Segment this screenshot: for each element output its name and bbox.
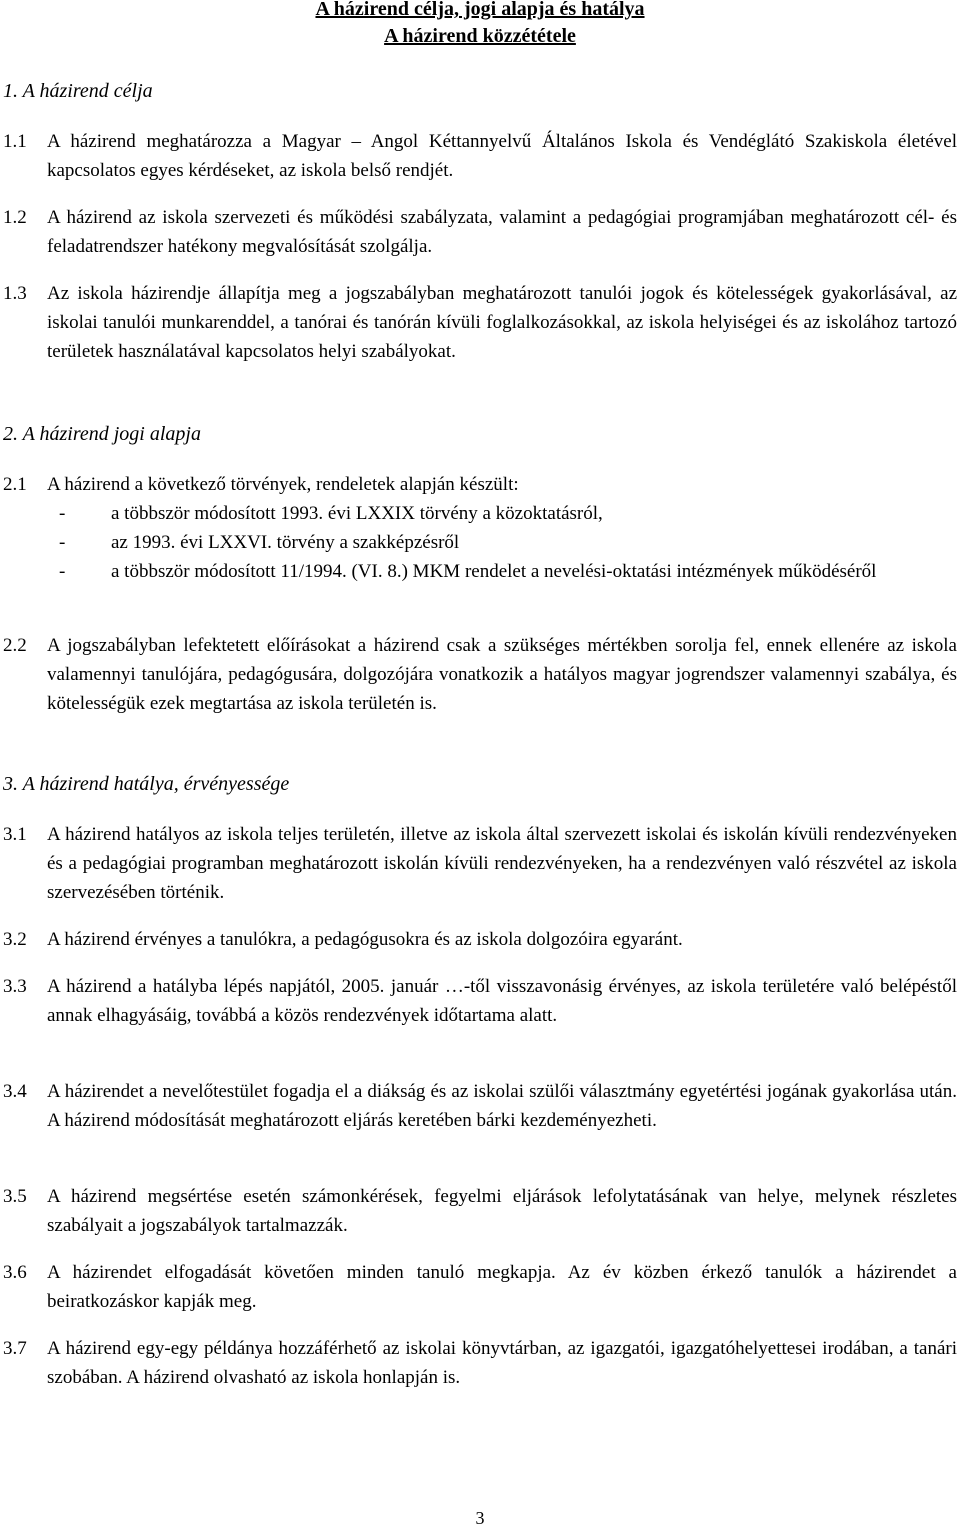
list-dash: - xyxy=(59,503,66,524)
paragraph-text: A házirend egy-egy példánya hozzáférhető az iskolai könyvtárban, az igazgatói, igazgatóhelyettesei irodában, a tanári szobában. A házirend olvasható az iskola honlapján is. xyxy=(47,1338,957,1388)
list-item-text: a többször módosított 1993. évi LXXIX törvény a közoktatásról, xyxy=(111,503,603,524)
document-title: A házirend célja, jogi alapja és hatálya xyxy=(315,0,645,20)
paragraph-1-2 xyxy=(3,203,957,261)
list-item-text: az 1993. évi LXXVI. törvény a szakképzésről xyxy=(111,532,460,553)
paragraph-number: 1.3 xyxy=(3,283,27,304)
paragraph-number: 3.1 xyxy=(3,824,27,845)
section-heading-1: 1. A házirend célja xyxy=(3,80,153,102)
paragraph-2-2 xyxy=(3,631,957,718)
document-subtitle: A házirend közzététele xyxy=(384,25,576,47)
paragraph-number: 2.2 xyxy=(3,635,27,656)
paragraph-text: A jogszabályban lefektetett előírásokat a házirend csak a szükséges mértékben sorolja fel, ennek ellenére az iskola valamennyi tanulójára, pedagógusára, dolgozójára vonatkozik a hatályos magyar jogrendszer valamennyi szabálya, és kötelességük ezek megtartása az iskola területén is. xyxy=(47,635,957,714)
paragraph-text: A házirend hatályos az iskola teljes területén, illetve az iskola által szervezett iskolai és iskolán kívüli rendezvényeken és a pedagógiai programban meghatározott iskolán kívüli rendezvényeken, ha a rendezvényen való részvétel az iskola szervezésében történik. xyxy=(47,824,957,903)
paragraph-text: A házirend a következő törvények, rendeletek alapján készült: xyxy=(47,474,519,495)
paragraph-number: 3.7 xyxy=(3,1338,27,1359)
paragraph-3-4 xyxy=(3,1077,957,1135)
section-heading-3: 3. A házirend hatálya, érvényessége xyxy=(3,773,290,795)
list-item xyxy=(46,557,958,586)
section-heading-2: 2. A házirend jogi alapja xyxy=(3,423,201,445)
paragraph-3-2 xyxy=(3,925,957,954)
paragraph-number: 1.2 xyxy=(3,207,27,228)
paragraph-text: A házirend megsértése esetén számonkérések, fegyelmi eljárások lefolytatásának van helye, melynek részletes szabályait a jogszabályok tartalmazzák. xyxy=(47,1186,957,1236)
list-dash: - xyxy=(59,532,66,553)
list-item xyxy=(46,528,958,557)
law-list xyxy=(46,499,958,586)
paragraph-number: 3.5 xyxy=(3,1186,27,1207)
paragraph-number: 2.1 xyxy=(3,474,27,495)
paragraph-text: Az iskola házirendje állapítja meg a jogszabályban meghatározott tanulói jogok és kötelességek gyakorlásával, az iskolai tanulói munkarenddel, a tanórai és tanórán kívüli foglalkozásokkal, az iskola helyiségei és az iskolához tartozó területek használatával kapcsolatos helyi szabályokat. xyxy=(47,283,957,362)
paragraph-1-3 xyxy=(3,279,957,366)
paragraph-text: A házirendet a nevelőtestület fogadja el a diákság és az iskolai szülői választmány egyetértési jogának gyakorlása után. A házirend módosítását meghatározott eljárás keretében bárki kezdeményezheti. xyxy=(47,1081,957,1131)
paragraph-number: 1.1 xyxy=(3,131,27,152)
paragraph-text: A házirend meghatározza a Magyar – Angol Kéttannyelvű Általános Iskola és Vendéglátó Szakiskola életével kapcsolatos egyes kérdéseket, az iskola belső rendjét. xyxy=(47,131,957,181)
list-item-text: a többször módosított 11/1994. (VI. 8.) MKM rendelet a nevelési-oktatási intézmények működéséről xyxy=(111,561,877,582)
page-number: 3 xyxy=(475,1508,485,1528)
paragraph-3-7 xyxy=(3,1334,957,1392)
paragraph-number: 3.2 xyxy=(3,929,27,950)
paragraph-1-1 xyxy=(3,127,957,185)
paragraph-text: A házirend az iskola szervezeti és működési szabályzata, valamint a pedagógiai programjában meghatározott cél- és feladatrendszer hatékony megvalósítását szolgálja. xyxy=(47,207,957,257)
list-item xyxy=(46,499,958,528)
paragraph-text: A házirend érvényes a tanulókra, a pedagógusokra és az iskola dolgozóira egyaránt. xyxy=(47,929,683,950)
paragraph-number: 3.4 xyxy=(3,1081,27,1102)
paragraph-3-1 xyxy=(3,820,957,907)
paragraph-3-6 xyxy=(3,1258,957,1316)
list-dash: - xyxy=(59,561,66,582)
paragraph-text: A házirend a hatályba lépés napjától, 2005. január …-től visszavonásig érvényes, az iskola területére való belépéstől annak elhagyásáig, továbbá a közös rendezvények időtartama alatt. xyxy=(47,976,957,1026)
paragraph-number: 3.6 xyxy=(3,1262,27,1283)
paragraph-text: A házirendet elfogadását követően minden tanuló megkapja. Az év közben érkező tanulók a házirendet a beiratkozáskor kapják meg. xyxy=(47,1262,957,1312)
paragraph-3-3 xyxy=(3,972,957,1030)
paragraph-3-5 xyxy=(3,1182,957,1240)
paragraph-number: 3.3 xyxy=(3,976,27,997)
paragraph-2-1 xyxy=(3,470,957,499)
